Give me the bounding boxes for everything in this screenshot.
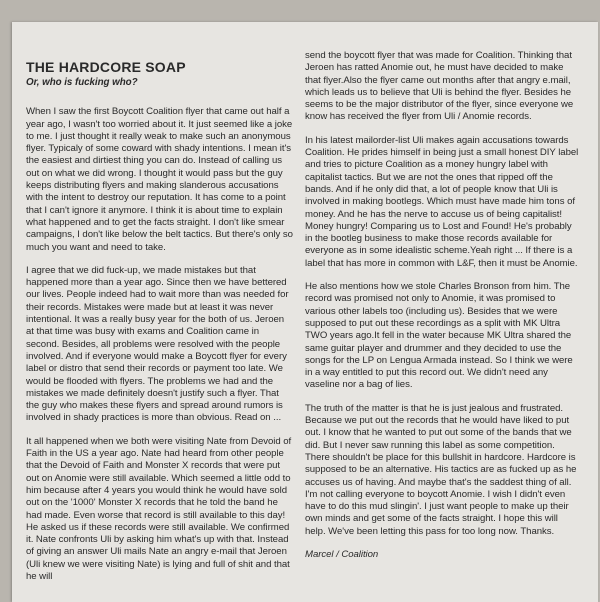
paragraph: send the boycott flyer that was made for Coalition. Thinking that Jeroen has ratted Anomie out, he must have decided to make that flyer.Also the flyer came out months after that angry e.mail, which leads us to believe that Uli is behind the flyer. Besides he seems to be the major distributor of the flyer, since everyone we know has received the flyer from Uli / Anomie records. [305,50,574,123]
zine-page [12,22,598,602]
paragraph: When I saw the first Boycott Coalition flyer that came out half a year ago, I wasn't too worried about it. It just seemed like a joke to me. I just thought it really weak to make such an anonymous flyer. Typicaly of some coward with shady intentions. I mean it's the easiest and dirtiest thing you can do. Instead of calling us out on what we did wrong. I thought it would pass but the guy keeps distributing flyers and making slanderous accusations with the intent to destroy our reputation. It has come to a point that I can't ignore it anymore. I think it is about time to explain what happened and to get the facts straight. I don't like smear campaigns, I don't like below the belt tactics. But there's only so much you want and need to take. [26,106,293,253]
paragraph: I agree that we did fuck-up, we made mistakes but that happened more than a year ago. Since then we have bettered our lives. People indeed had to wait more than was needed for their records. Mistakes were made but at least it was never intentional. It was a really busy year for the both of us. Jeroen at that time was busy with exams and Coalition came in second. Besides, all problems were resolved with the people involved. And if everyone would make a Boycott flyer for every label or distro that send their records or payment too late. We would be flooded with flyers. The problems we had and the mistakes we made definitely doesn't justify such a flyer. That the guy who makes these flyers and spread around rumors is involved in shady practices is more than obvious. Read on ... [26,264,289,424]
paragraph: He also mentions how we stole Charles Bronson from him. The record was promised not only to Anomie, it was promised to various other labels too (including us). Besides that we were supposed to put out these recordings as a split with MK Ultra TWO years ago.It fell in the water because MK Ultra shared the same guitar player and drummer and they decided to use the songs for the LP on Lengua Armada instead. So I think we were in a way entitled to put this record out. We didn't need any vaseline nor a bag of lies. [305,281,573,391]
article-subtitle: Or, who is fucking who? [26,77,138,88]
paragraph: In his latest mailorder-list Uli makes again accusations towards Coalition. He prides himself in being just a small honest DIY label and tries to picture Coalition as a money hungry label with capitalist tactics. But we are not the ones that ripped off the bands. And if he only did that, a lot of people know that Uli is involved in making bootlegs. Which must have made him tons of money. And he has the nerve to accuse us of being capitalist! Money hungry! Comparing us to Lost and Found! He's probably in the bootleg business to make those records available for everyone as in some idealistic scheme.Yeah right ... If there is a label that has more in common with L&F, then it must be Anomie. [305,134,579,269]
left-column [26,54,294,594]
article-title: THE HARDCORE SOAP [26,59,186,75]
right-column [305,50,581,561]
signature: Marcel / Coalition [305,548,379,560]
paragraph: It all happened when we both were visiting Nate from Devoid of Faith in the US a year ago. Nate had heard from other people that the Devoid of Faith and Monster X records that were put out on Anomie were still available. Which seemed a little odd to him because after 4 years you would think he would have sold out on the '1000' Monster X records that he told the band he had made. Even worse that record is still available to this day! He asked us if these records were still available. We confirmed it. Nate confronts Uli by asking him what's up with that. Instead of giving an answer Uli mails Nate an angry e-mail that Jeroen (Uli knew we were visiting Nate) is lying and full of shit and that he will [26,435,292,582]
paragraph: The truth of the matter is that he is just jealous and frustrated. Because we put out the records that he would have liked to put out. I know that he wanted to put out some of the bands that we did. But I never saw running this label as some competition. There shouldn't be place for this bullshit in hardcore. Hardcore is supposed to be an alternative. His tactics are as fucked up as he accuses us of having. And maybe that's the saddest thing of all. I'm not calling everyone to boycott Anomie. I wish I didn't even have to do this mud slingin'. I just want people to make up their own minds and get some of the facts straight. I hope this will help. We've been letting this pass for too long now. Thanks. [305,402,577,537]
